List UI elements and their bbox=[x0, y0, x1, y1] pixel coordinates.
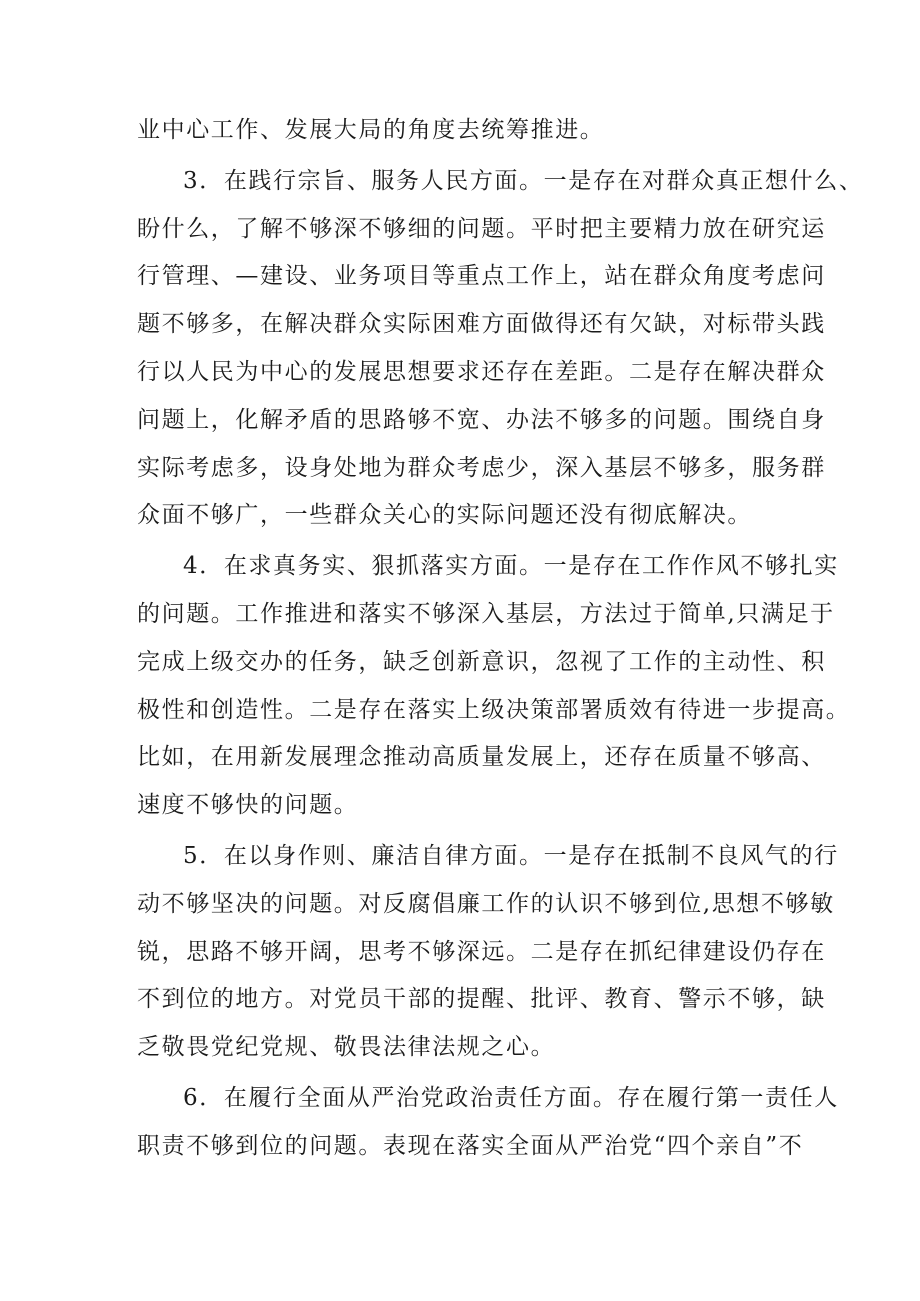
text-line: 众面不够广，一些群众关心的实际问题还没有彻底解决。 bbox=[137, 502, 752, 529]
paragraph-4 bbox=[137, 543, 851, 830]
text-line: 动不够坚决的问题。对反腐倡廉工作的认识不够到位,思想不够敏 bbox=[137, 890, 835, 917]
paragraph-5 bbox=[137, 833, 839, 1072]
text-line: 业中心工作、发展大局的角度去统筹推进。 bbox=[137, 117, 605, 143]
text-line: 4．在求真务实、狠抓落实方面。一是存在工作作风不够扎实 bbox=[183, 553, 839, 580]
text-line: 问题上，化解矛盾的思路够不宽、办法不够多的问题。围绕自身 bbox=[137, 406, 826, 433]
text-line: 比如，在用新发展理念推动高质量发展上，还存在质量不够高、 bbox=[137, 744, 826, 771]
text-line: 乏敬畏党纪党规、敬畏法律法规之心。 bbox=[137, 1034, 556, 1061]
text-line: 3．在践行宗旨、服务人民方面。一是存在对群众真正想什么、 bbox=[183, 167, 864, 194]
text-line: 完成上级交办的任务，缺乏创新意识，忽视了工作的主动性、积 bbox=[137, 648, 826, 675]
text-line: 极性和创造性。二是存在落实上级决策部署质效有待进一步提高。 bbox=[137, 696, 851, 723]
document-page bbox=[137, 107, 864, 1171]
text-line: 职责不够到位的问题。表现在落实全面从严治党“四个亲自”不 bbox=[137, 1132, 804, 1159]
text-line: 不到位的地方。对党员干部的提醒、批评、教育、警示不够，缺 bbox=[137, 986, 826, 1013]
text-line: 行管理、—建设、业务项目等重点工作上，站在群众角度考虑问 bbox=[137, 263, 826, 290]
text-line: 盼什么，了解不够深不够细的问题。平时把主要精力放在研究运 bbox=[137, 215, 826, 242]
text-line: 题不够多，在解决群众实际困难方面做得还有欠缺，对标带头践 bbox=[137, 311, 826, 338]
paragraph-3 bbox=[137, 158, 864, 540]
text-line: 6．在履行全面从严治党政治责任方面。存在履行第一责任人 bbox=[183, 1084, 839, 1111]
text-line: 的问题。工作推进和落实不够深入基层，方法过于简单,只满足于 bbox=[137, 600, 835, 627]
paragraph-6 bbox=[137, 1075, 839, 1171]
text-line: 5．在以身作则、廉洁自律方面。一是存在抵制不良风气的行 bbox=[183, 842, 839, 869]
text-line: 锐，思路不够开阔，思考不够深远。二是存在抓纪律建设仍存在 bbox=[137, 938, 826, 965]
text-line: 速度不够快的问题。 bbox=[137, 792, 359, 819]
paragraph-continued bbox=[137, 107, 792, 155]
text-line: 实际考虑多，设身处地为群众考虑少，深入基层不够多，服务群 bbox=[137, 454, 826, 481]
text-line: 行以人民为中心的发展思想要求还存在差距。二是存在解决群众 bbox=[137, 358, 826, 385]
